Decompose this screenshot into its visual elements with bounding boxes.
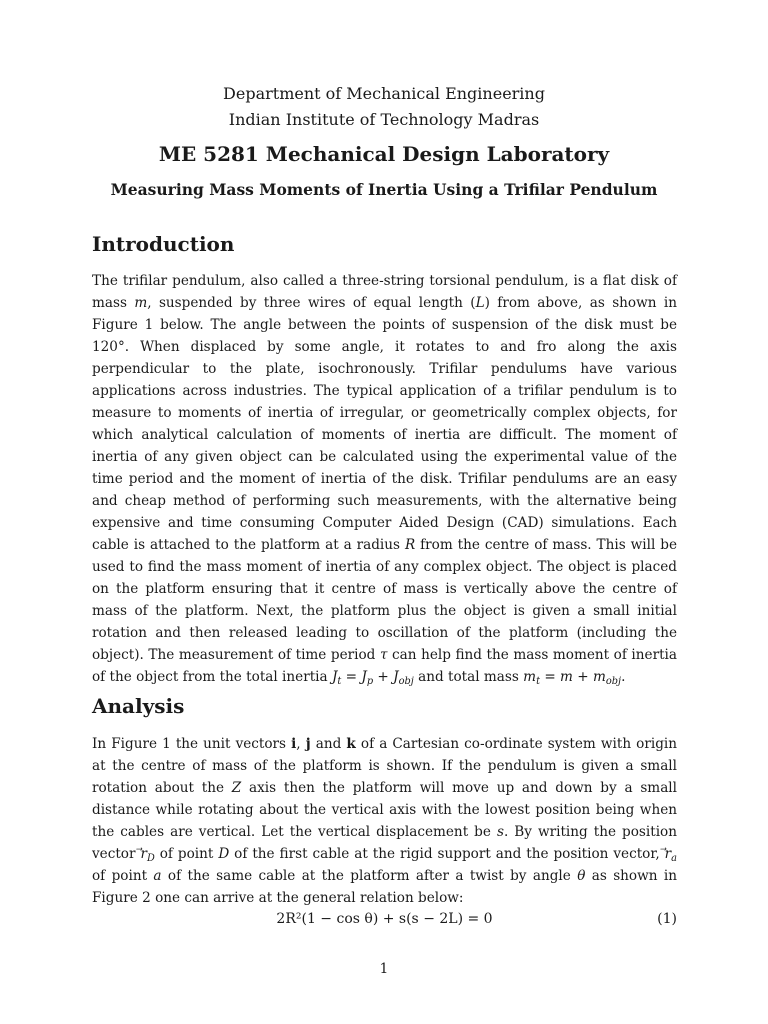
analysis-paragraph: In Figure 1 the unit vectors i, j and k of a Cartesian co-ordinate system with origin at the centre of mass of the platform is shown. If the pendulum is given a small rotation about the Z axis then the platform will move up and down by a small distance while rotating about the vertical axis with the lowest position being when the cables are vertical. Let the vertical displacement be s. By writing the position vector $r_D$ of point D of the first cable at the rigid support and the position vector, $r_a$ of point a of the same cable at the platform after a twist by angle θ as shown in Figure 2 one can arrive at the general relation below: [92, 736, 678, 906]
section-heading-analysis: Analysis [92, 694, 185, 718]
institute-name: Indian Institute of Technology Madras [228, 110, 540, 129]
course-title: ME 5281 Mechanical Design Laboratory [158, 142, 610, 166]
department-name: Department of Mechanical Engineering [223, 84, 545, 103]
section-heading-introduction: Introduction [92, 232, 235, 256]
introduction-paragraph: The trifilar pendulum, also called a three-string torsional pendulum, is a flat disk of mass m, suspended by three wires of equal length (L) from above, as shown in Figure 1 below. The angle between the points of suspension of the disk must be 120°. When displaced by some angle, it rotates to and fro along the axis perpendicular to the plate, isochronously. Trifilar pendulums have various applications across industries. The typical application of a trifilar pendulum is to measure to moments of inertia of irregular, or geometrically complex objects, for which analytical calculation of moments of inertia are difficult. The moment of inertia of any given object can be calculated using the experimental value of the time period and the moment of inertia of the disk. Trifilar pendulums are an easy and cheap method of performing such measurements, with the alternative being expensive and time consuming Computer Aided Design (CAD) simulations. Each cable is attached to the platform at a radius R from the centre of mass. This will be used to find the mass moment of inertia of any complex object. The object is placed on the platform ensuring that it centre of mass is vertically above the centre of mass of the platform. Next, the platform plus the object is given a small initial rotation and then released leading to oscillation of the platform (including the object). The measurement of time period τ can help find the mass moment of inertia of the object from the total inertia $J_t = J_p + J_{obj}$ and total mass $m_t = m + m_{obj}$. [92, 273, 677, 687]
equation-row [92, 908, 677, 930]
vector-r-a: $r_a$ [664, 846, 677, 864]
equation-number: (1) [657, 911, 677, 927]
page-number: 1 [379, 961, 389, 977]
equation-1: 2R²(1 − cos θ) + s(s − 2L) = 0 [276, 911, 493, 927]
document-subtitle: Measuring Mass Moments of Inertia Using a Trifilar Pendulum [110, 180, 658, 199]
vector-r-d: $r_D$ [140, 846, 155, 864]
